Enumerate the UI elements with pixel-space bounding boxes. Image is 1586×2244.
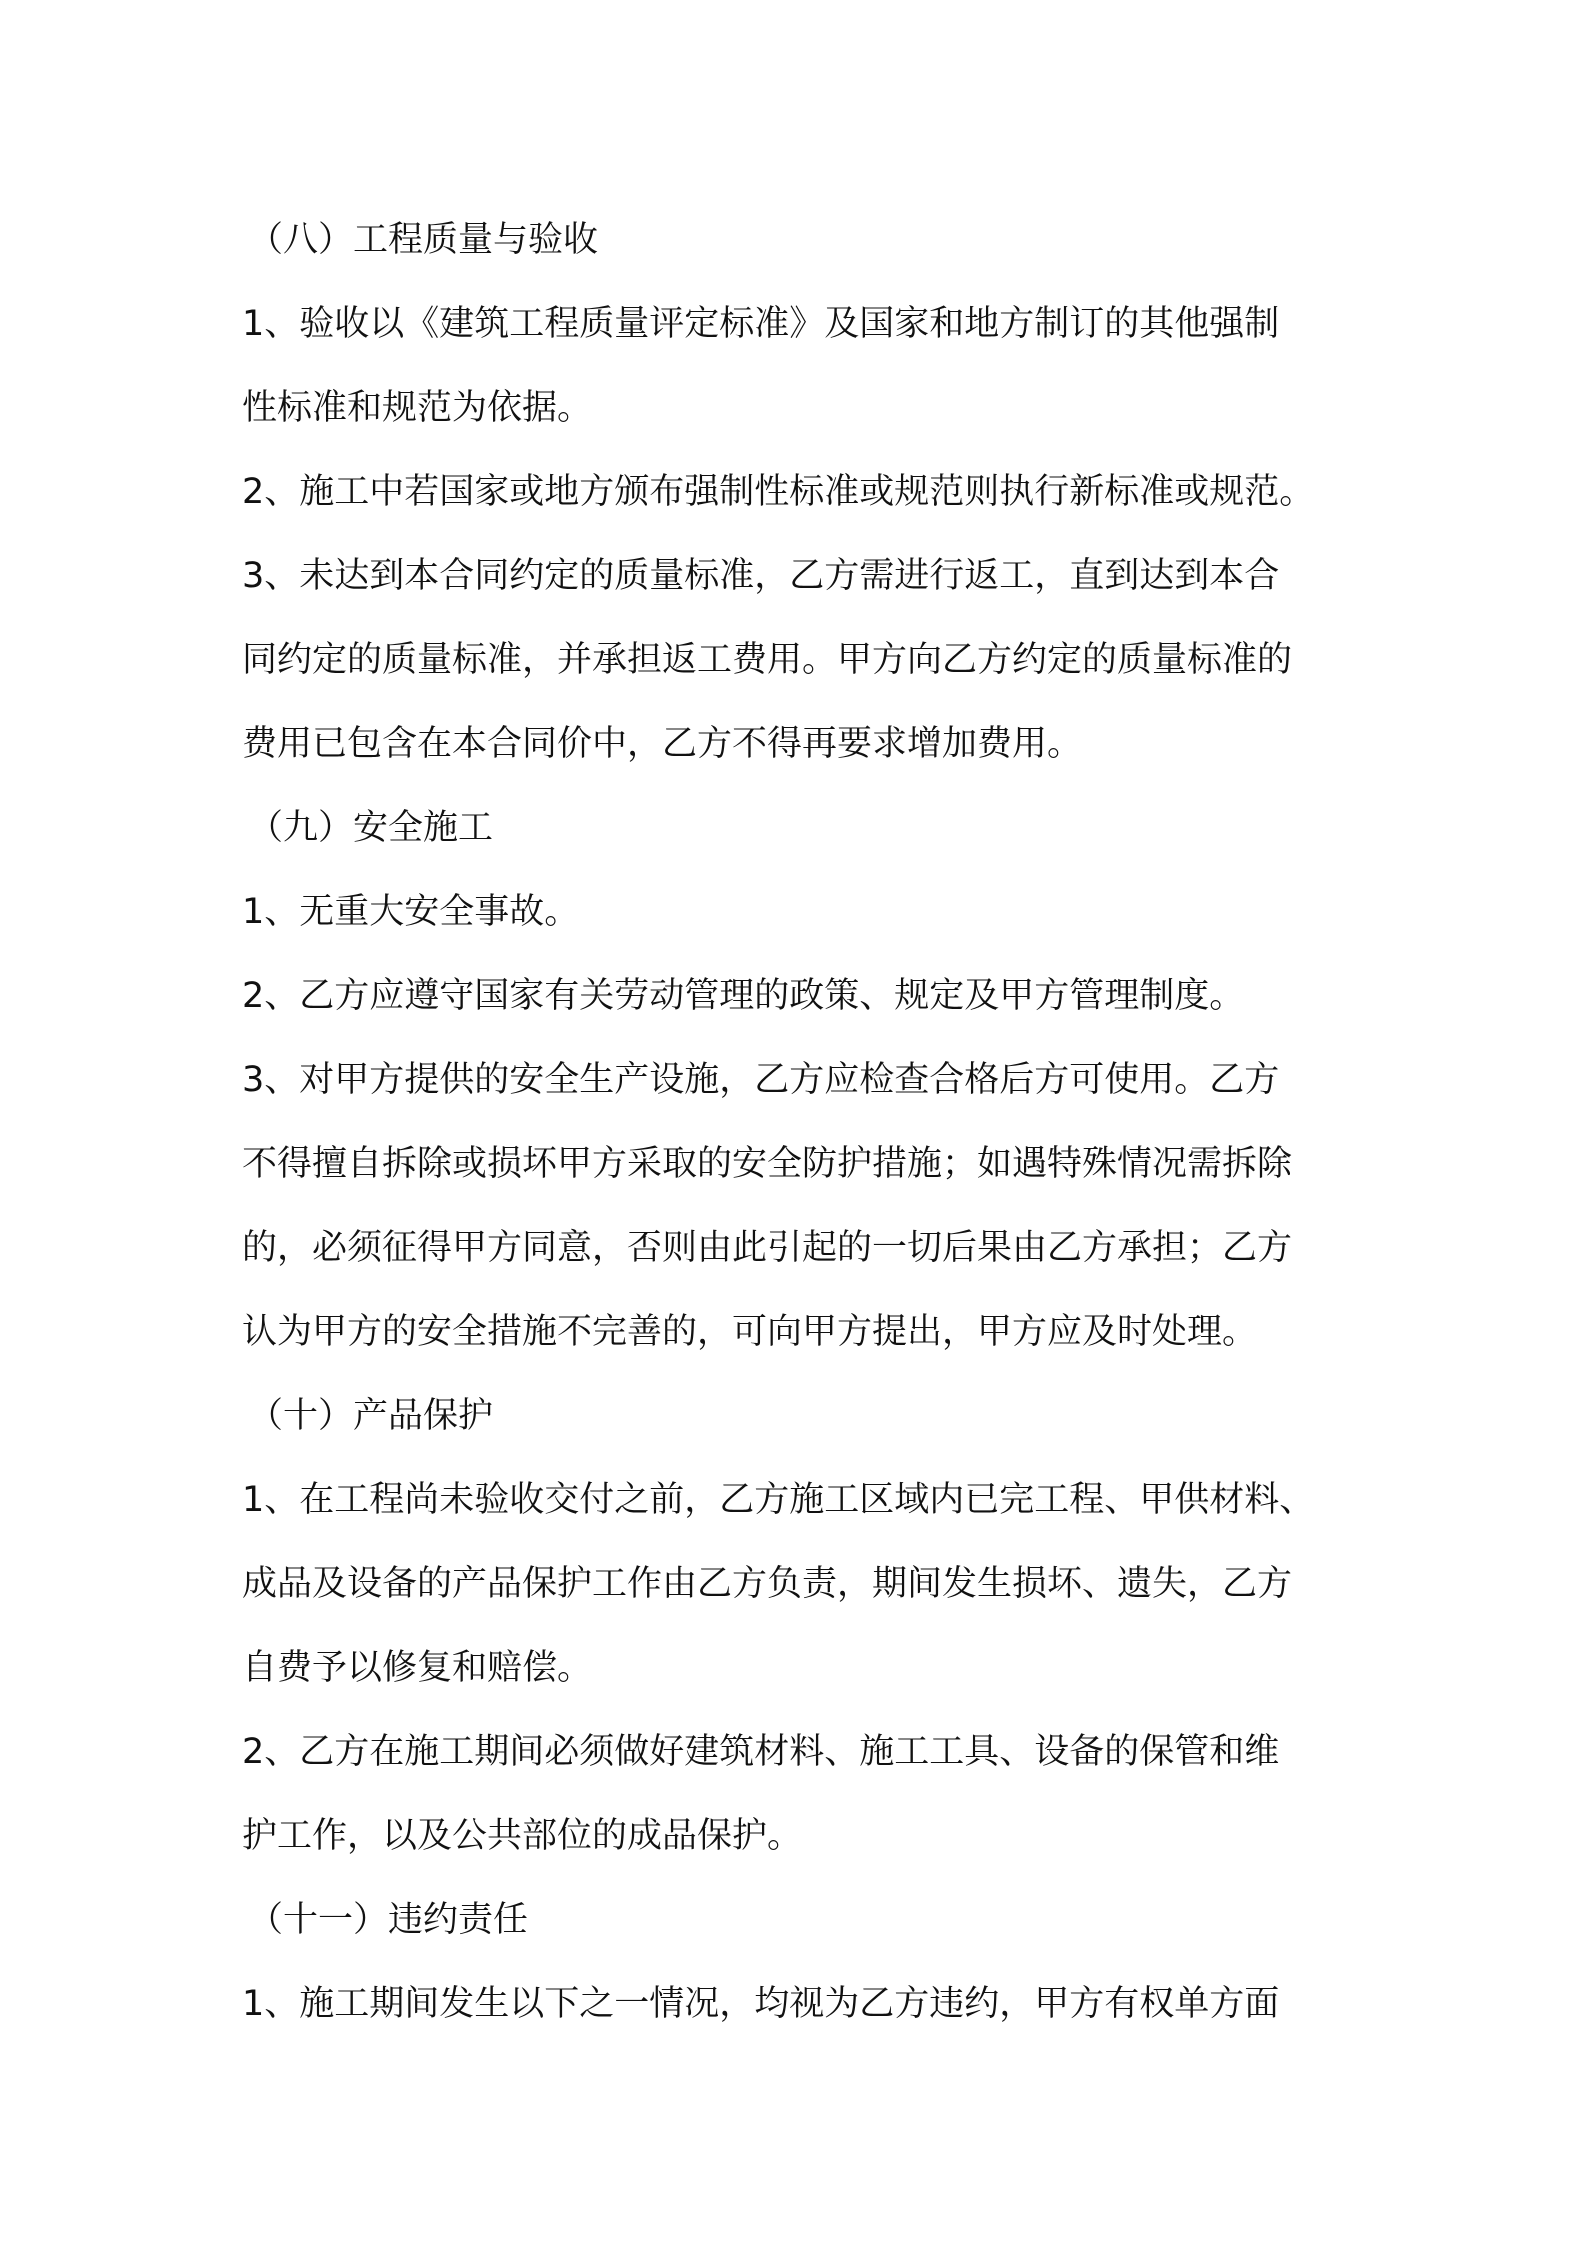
- paragraph-line: 成品及设备的产品保护工作由乙方负责，期间发生损坏、遗失，乙方: [242, 1564, 1293, 1604]
- section-heading-protection: （十）产品保护: [248, 1396, 494, 1436]
- paragraph-line: 同约定的质量标准，并承担返工费用。甲方向乙方约定的质量标准的: [242, 640, 1293, 680]
- paragraph-line: 性标准和规范为依据。: [242, 388, 593, 428]
- paragraph-line: 1、在工程尚未验收交付之前，乙方施工区域内已完工程、甲供材料、: [242, 1480, 1315, 1520]
- section-heading-quality: （八）工程质量与验收: [248, 220, 599, 260]
- paragraph-line: 费用已包含在本合同价中，乙方不得再要求增加费用。: [242, 724, 1083, 764]
- paragraph-line: 护工作，以及公共部位的成品保护。: [242, 1816, 803, 1856]
- paragraph-line: 自费予以修复和赔偿。: [242, 1648, 593, 1688]
- section-heading-safety: （九）安全施工: [248, 808, 494, 848]
- section-heading-liability: （十一）违约责任: [248, 1900, 529, 1940]
- paragraph-line: 2、乙方在施工期间必须做好建筑材料、施工工具、设备的保管和维: [242, 1732, 1280, 1772]
- paragraph-line: 3、对甲方提供的安全生产设施，乙方应检查合格后方可使用。乙方: [242, 1060, 1280, 1100]
- document-body: [242, 198, 1372, 2046]
- paragraph-line: 2、施工中若国家或地方颁布强制性标准或规范则执行新标准或规范。: [242, 472, 1315, 512]
- paragraph-line: 的，必须征得甲方同意，否则由此引起的一切后果由乙方承担；乙方: [242, 1228, 1293, 1268]
- paragraph-line: 1、验收以《建筑工程质量评定标准》及国家和地方制订的其他强制: [242, 304, 1280, 344]
- paragraph-line: 不得擅自拆除或损坏甲方采取的安全防护措施；如遇特殊情况需拆除: [242, 1144, 1293, 1184]
- paragraph-line: 2、乙方应遵守国家有关劳动管理的政策、规定及甲方管理制度。: [242, 976, 1245, 1016]
- paragraph-line: 认为甲方的安全措施不完善的，可向甲方提出，甲方应及时处理。: [242, 1312, 1258, 1352]
- paragraph-line: 1、无重大安全事故。: [242, 892, 580, 932]
- paragraph-line: 1、施工期间发生以下之一情况，均视为乙方违约，甲方有权单方面: [242, 1984, 1280, 2024]
- paragraph-line: 3、未达到本合同约定的质量标准，乙方需进行返工，直到达到本合: [242, 556, 1280, 596]
